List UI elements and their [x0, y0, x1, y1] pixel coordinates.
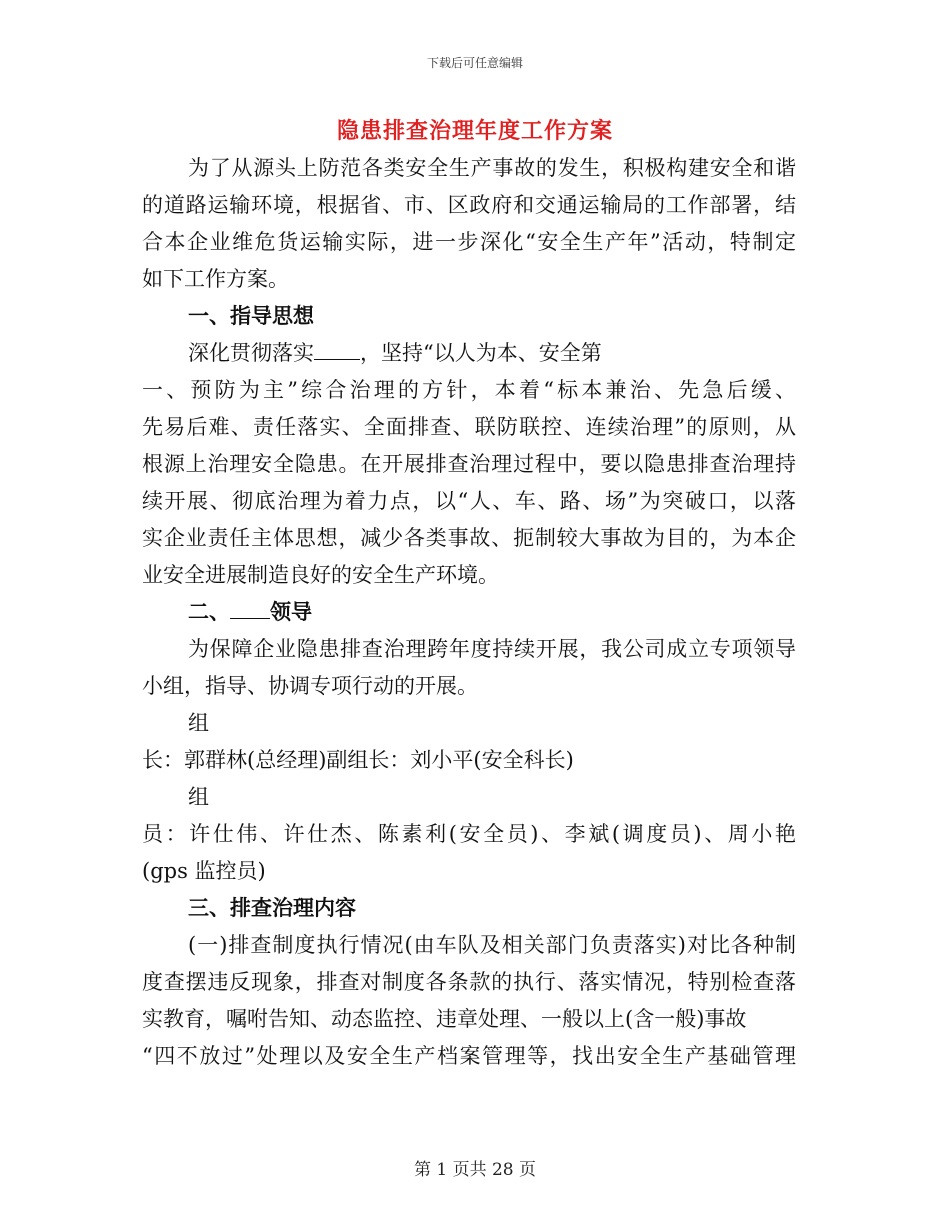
section-heading	[142, 594, 796, 631]
paragraph-line: 度查摆违反现象，排查对制度各条款的执行、落实情况，特别检查落	[142, 970, 796, 994]
line-segment: 深化贯彻落实	[188, 341, 314, 365]
heading-segment: 二、	[188, 600, 230, 624]
section-heading: 三、排查治理内容	[188, 896, 356, 920]
section-heading: 一、指导思想	[188, 304, 314, 328]
paragraph-line: 组	[188, 711, 209, 735]
paragraph-line: 的道路运输环境，根据省、市、区政府和交通运输局的工作部署，结	[142, 193, 796, 217]
heading-segment: 领导	[270, 600, 312, 624]
paragraph-line: 根源上治理安全隐患。在开展排查治理过程中，要以隐患排查治理持	[142, 452, 796, 476]
fill-blank	[230, 594, 270, 619]
paragraph-line: 如下工作方案。	[142, 267, 289, 291]
paragraph-line: 先易后难、责任落实、全面排查、联防联控、连续治理”的原则，从	[142, 415, 796, 439]
page-header-note: 下载后可任意编辑	[426, 56, 523, 70]
paragraph-line	[142, 335, 796, 372]
paragraph-line: 合本企业维危货运输实际，进一步深化“安全生产年”活动，特制定	[142, 230, 796, 254]
paragraph-line: “四不放过”处理以及安全生产档案管理等，找出安全生产基础管理	[142, 1044, 796, 1068]
paragraph-line: 长：郭群林(总经理)副组长：刘小平(安全科长)	[142, 748, 574, 772]
paragraph-line: 小组，指导、协调专项行动的开展。	[142, 674, 478, 698]
paragraph-line: 为保障企业隐患排查治理跨年度持续开展，我公司成立专项领导	[188, 637, 796, 661]
paragraph-line: 为了从源头上防范各类安全生产事故的发生，积极构建安全和谐	[188, 156, 796, 180]
paragraph-line: 员：许仕伟、许仕杰、陈素利(安全员)、李斌(调度员)、周小艳	[142, 822, 796, 846]
paragraph-line: 实企业责任主体思想，减少各类事故、扼制较大事故为目的，为本企	[142, 526, 796, 550]
paragraph-line: 续开展、彻底治理为着力点，以“人、车、路、场”为突破口，以落	[142, 489, 796, 513]
paragraph-line: 一、预防为主”综合治理的方针，本着“标本兼治、先急后缓、	[142, 378, 796, 402]
paragraph-line: 业安全进展制造良好的安全生产环境。	[142, 563, 499, 587]
line-segment: ，坚持“以人为本、安全第	[360, 341, 602, 365]
page-footer: 第 1 页共 28 页	[413, 1160, 537, 1180]
paragraph-line: (一)排查制度执行情况(由车队及相关部门负责落实)对比各种制	[188, 933, 796, 957]
document-title: 隐患排查治理年度工作方案	[336, 119, 613, 144]
document-body	[142, 150, 796, 1075]
paragraph-line: 实教育，嘱咐告知、动态监控、违章处理、一般以上(含一般)事故	[142, 1007, 747, 1031]
fill-blank	[314, 335, 360, 360]
paragraph-line: 组	[188, 785, 209, 809]
paragraph-line: (gps 监控员)	[142, 859, 266, 883]
